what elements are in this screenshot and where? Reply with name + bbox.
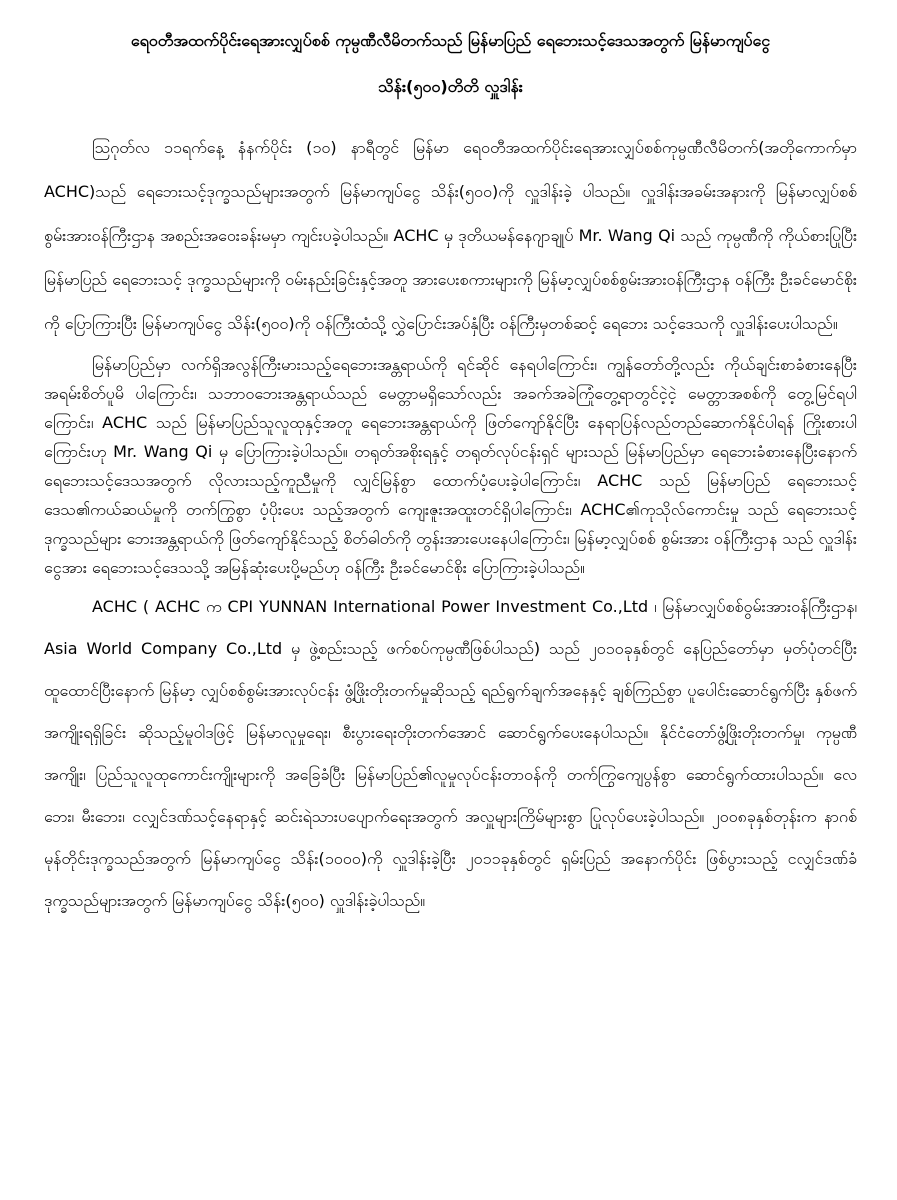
paragraph-2: မြန်မာပြည်မှာ လက်ရှိအလွန်ကြီးမားသည့်ရေဘေးအန္တရာယ်ကို ရင်ဆိုင် နေရပါကြောင်း၊ ကျွန်တော်တို့လည်း ကိုယ်ချင်းစာခံစားနေပြီး အရမ်းစိတ်ပူမိ ပါကြောင်း၊ သဘာဝဘေးအန္တရာယ်သည် မေတ္တာမရှိသော်လည်း အခက်အခဲကြုံတွေ့ရာတွင်ငဲ့ငဲ့ မေတ္တာအစစ်ကို တွေ့မြင်ရပါကြောင်း၊ ACHC သည် မြန်မာပြည်သူလူထုနှင့်အတူ ရေဘေးအန္တရာယ်ကို ဖြတ်ကျော်နိုင်ပြီး နေရာပြန်လည်တည်ဆောက်နိုင်ပါရန် ကြိုးစားပါကြောင်းဟု Mr. Wang Qi မှ ပြောကြားခဲ့ပါသည်။ တရုတ်အစိုးရနှင့် တရုတ်လုပ်ငန်းရှင် များသည် မြန်မာပြည်မှာ ရေဘေးခံစားနေပြီးနောက် ရေဘေးသင့်ဒေသအတွက် လိုလားသည့်ကူညီမှုကို လျှင်မြန်စွာ ထောက်ပံ့ပေးခဲ့ပါကြောင်း၊ ACHC သည် မြန်မာပြည် ရေဘေးသင့်ဒေသ၏ကယ်ဆယ်မှုကို တက်ကြွစွာ ပံ့ပိုးပေး သည့်အတွက် ကျေးဇူးအထူးတင်ရှိပါကြောင်း၊ ACHC၏ကုသိုလ်ကောင်းမှု သည် ရေဘေးသင့်ဒုက္ခသည်များ ဘေးအန္တရာယ်ကို ဖြတ်ကျော်နိုင်သည့် စိတ်ဓါတ်ကို တွန်းအားပေးနေပါကြောင်း၊ မြန်မာ့လျှပ်စစ် စွမ်းအား ဝန်ကြီးဌာန သည် လှူဒါန်းငွေအား ရေဘေးသင့်ဒေသသို့ အမြန်ဆုံးပေးပို့မည်ဟု ဝန်ကြီး ဦးခင်မောင်စိုး ပြောကြားခဲ့ပါသည်။ [44, 355, 857, 577]
title-block [44, 18, 857, 110]
document-title-line-2: သိန်း(၅၀၀)တိတိ လှူဒါန်း [378, 77, 523, 96]
paragraph-1: ဩဂုတ်လ ၁၁ရက်နေ့ နံနက်ပိုင်း (၁၀) နာရီတွင် မြန်မာ ရေဝတီအထက်ပိုင်းရေအားလျှပ်စစ်ကုမ္ပဏီလီမိတက်(အတိုကောက်မှာ ACHC)သည် ရေဘေးသင့်ဒုက္ခသည်များအတွက် မြန်မာကျပ်ငွေ သိန်း(၅၀၀)ကို လှူဒါန်းခဲ့ ပါသည်။ လှူဒါန်းအခမ်းအနားကို မြန်မာလျှပ်စစ်စွမ်းအားဝန်ကြီးဌာန အစည်းအဝေးခန်းမမှာ ကျင်းပခဲ့ပါသည်။ ACHC မှ ဒုတိယမန်နေဂျာချုပ် Mr. Wang Qi သည် ကုမ္ပဏီကို ကိုယ်စားပြုပြီး မြန်မာပြည် ရေဘေးသင့် ဒုက္ခသည်များကို ဝမ်းနည်းခြင်းနှင့်အတူ အားပေးစကားများကို မြန်မာ့လျှပ်စစ်စွမ်းအားဝန်ကြီးဌာန ဝန်ကြီး ဦးခင်မောင်စိုးကို ပြောကြားပြီး မြန်မာကျပ်ငွေ သိန်း(၅၀၀)ကို ဝန်ကြီးထံသို့ လွှဲပြောင်းအပ်နှံပြီး ဝန်ကြီးမှတစ်ဆင့် ရေဘေး သင့်ဒေသကို လှူဒါန်းပေးပါသည်။ [44, 138, 858, 333]
paragraph-3: ACHC ( ACHC က CPI YUNNAN International Power Investment Co.,Ltd ၊ မြန်မာလျှပ်စစ်ဝွမ်းအားဝန်ကြီးဌာန၊ Asia World Company Co.,Ltd မှ ဖွဲ့စည်းသည့် ဖက်စပ်ကုမ္ပဏီဖြစ်ပါသည်) သည် ၂၀၁၀ခုနှစ်တွင် နေပြည်တော်မှာ မှတ်ပုံတင်ပြီး ထူထောင်ပြီးနောက် မြန်မာ့ လျှပ်စစ်စွမ်းအားလုပ်ငန်း ဖွံ့ဖြိုးတိုးတက်မှုဆိုသည့် ရည်ရွက်ချက်အနေနှင့် ချစ်ကြည်စွာ ပူပေါင်းဆောင်ရွက်ပြီး နှစ်ဖက်အကျိုးရရှိခြင်း ဆိုသည့်မူဝါဒဖြင့် မြန်မာလူမှုရေး၊ စီးပွားရေးတိုးတက်အောင် ဆောင်ရွက်ပေးနေပါသည်။ နိုင်ငံတော်ဖွံ့ဖြိုးတိုးတက်မှု၊ ကုမ္ပဏီအကျိုး၊ ပြည်သူလူထုကောင်းကျိုးများကို အခြေခံပြီး မြန်မာပြည်၏လူမှုလုပ်ငန်းတာဝန်ကို တက်ကြွကျေပွန်စွာ ဆောင်ရွက်ထားပါသည်။ လေဘေး၊ မီးဘေး၊ ငလျှင်ဒဏ်သင့်နေရာနှင့် ဆင်းရဲသားပပျောက်ရေးအတွက် အလှူများကြိမ်များစွာ ပြုလုပ်ပေးခဲ့ပါသည်။ ၂၀၀၈ခုနှစ်တုန်းက နာဂစ်မုန်တိုင်းဒုက္ခသည်အတွက် မြန်မာကျပ်ငွေ သိန်း(၁၀၀၀)ကို လှူဒါန်းခဲ့ပြီး ၂၀၁၁ခုနှစ်တွင် ရှမ်းပြည် အနောက်ပိုင်း ဖြစ်ပွားသည့် ငလျှင်ဒဏ်ခံဒုက္ခသည်များအတွက် မြန်မာကျပ်ငွေ သိန်း(၅၀၀) လှူဒါန်းခဲ့ပါသည်။ [44, 597, 857, 910]
document-title-line-1: ရေဝတီအထက်ပိုင်းရေအားလျှပ်စစ် ကုမ္ပဏီလီမိတက်သည် မြန်မာပြည် ရေဘေးသင့်ဒေသအတွက် မြန်မာကျပ်ငွေ [130, 31, 771, 50]
